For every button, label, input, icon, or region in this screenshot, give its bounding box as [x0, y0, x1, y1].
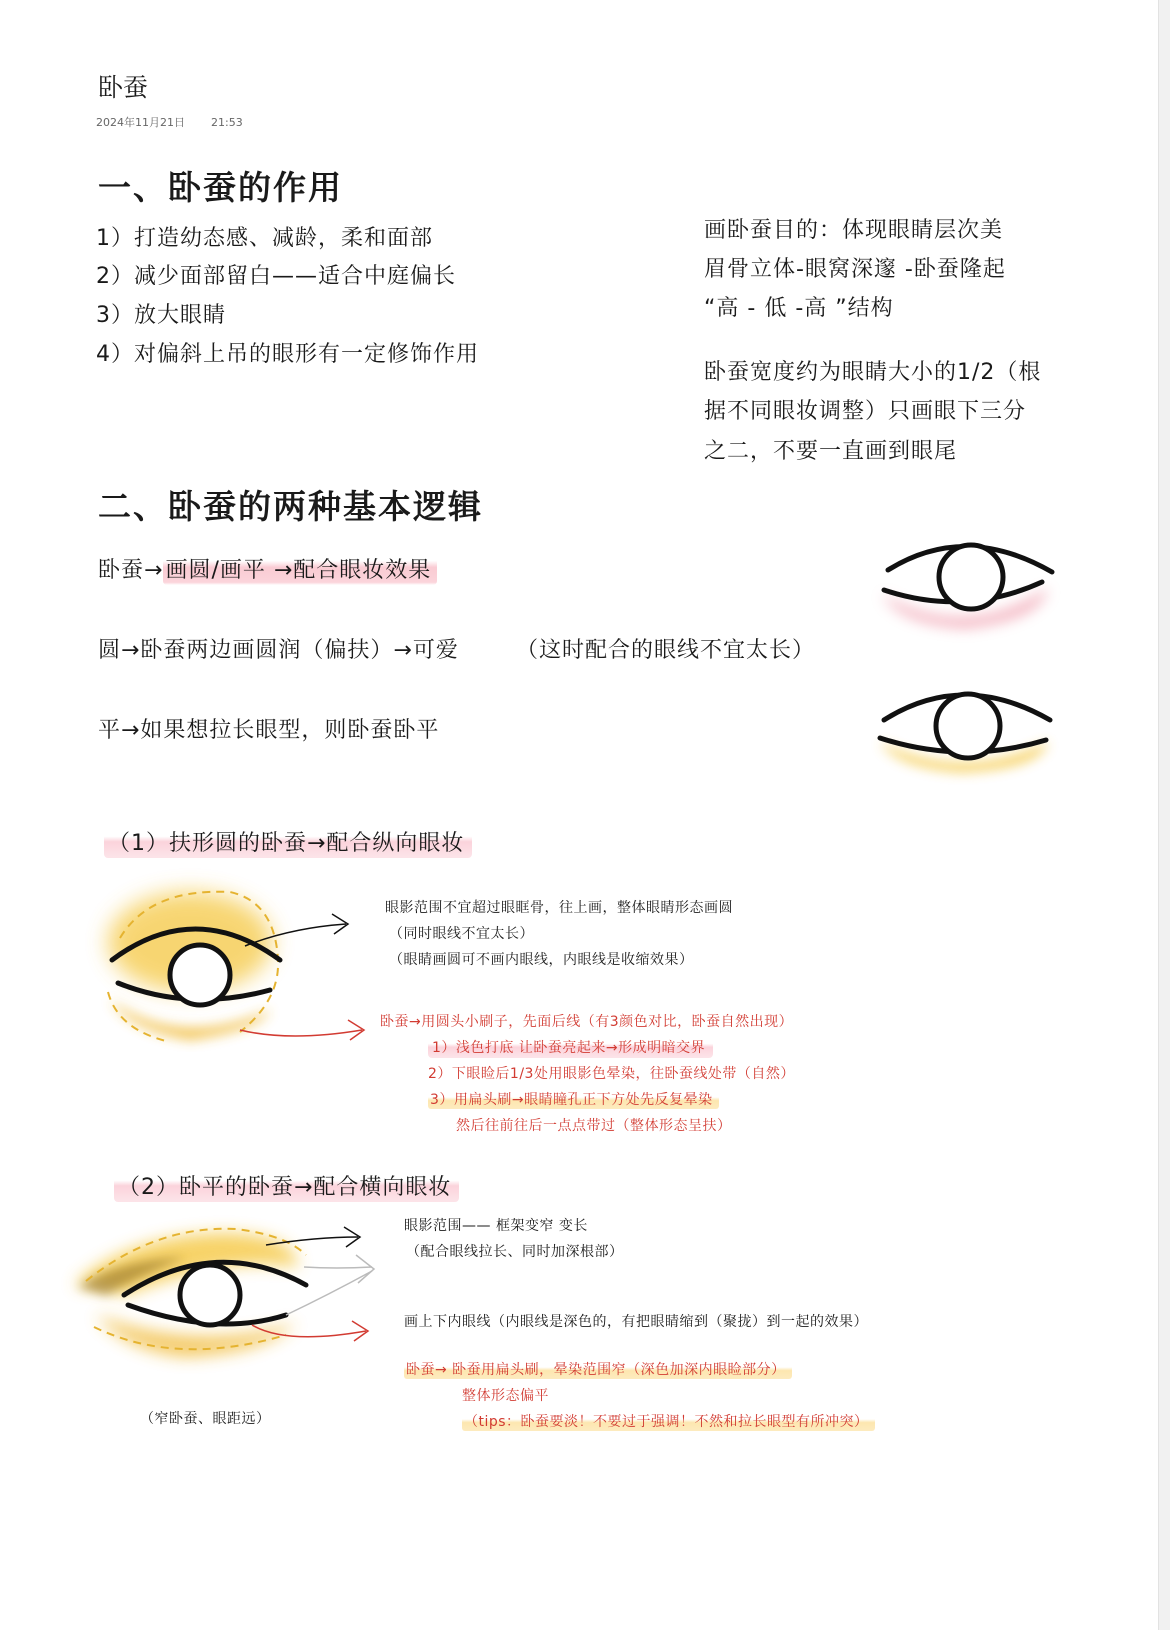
iris: [936, 694, 1000, 758]
part1-black-note: （眼睛画圆可不画内眼线，内眼线是收缩效果）: [389, 952, 694, 968]
part1-red-note: 2）下眼睑后1/3处用眼影色晕染，往卧蚕线处带（自然）: [428, 1066, 795, 1082]
part2-black-note: 眼影范围—— 框架变窄 变长: [404, 1218, 588, 1234]
part2-red-note: （tips：卧蚕要淡！不要过于强调！不然和拉长眼型有所冲突）: [462, 1411, 875, 1431]
part1-heading: [104, 826, 472, 857]
part2-caption: （窄卧蚕、眼距远）: [140, 1411, 271, 1427]
side-note-line: 卧蚕宽度约为眼睛大小的1/2（根: [704, 360, 1042, 385]
side-note-line: 眉骨立体-眼窝深邃 -卧蚕隆起: [704, 257, 1006, 282]
part2-heading: [114, 1170, 459, 1201]
part2-red-note: 整体形态偏平: [462, 1388, 549, 1404]
section2-heading: 二、卧蚕的两种基本逻辑: [98, 487, 483, 526]
flat-line: 平→如果想拉长眼型，则卧蚕卧平: [98, 718, 440, 743]
part1-red-note: 卧蚕→用圆头小刷子，先面后线（有3颜色对比，卧蚕自然出现）: [380, 1014, 794, 1030]
iris: [939, 545, 1003, 609]
round-note: （这时配合的眼线不宜太长）: [516, 638, 816, 663]
part2-eye-illustration: [66, 1215, 386, 1380]
logic-highlight: 画圆/画平 →配合眼妆效果: [163, 558, 437, 585]
part2-gray-note: 画上下内眼线（内眼线是深色的，有把眼睛缩到（聚拢）到一起的效果）: [404, 1314, 868, 1330]
part1-eye-illustration: [90, 880, 390, 1055]
round-line: 圆→卧蚕两边画圆润（偏扶）→可爱: [98, 638, 459, 663]
note-timestamp: [96, 114, 243, 130]
gray-arrow: [286, 1271, 372, 1315]
side-note-line: 画卧蚕目的：体现眼睛层次美: [704, 218, 1004, 243]
part2-heading-text: （2）卧平的卧蚕→配合横向眼妆: [114, 1175, 459, 1202]
side-note-line: 之二，不要一直画到眼尾: [704, 439, 958, 464]
section1-item: 1）打造幼态感、减龄，柔和面部: [96, 226, 433, 251]
part1-red-note: 1）浅色打底 让卧蚕亮起来→形成明暗交界: [428, 1037, 713, 1057]
note-title: 卧蚕: [98, 73, 149, 102]
side-note-line: 据不同眼妆调整）只画眼下三分: [704, 399, 1027, 424]
part1-heading-text: （1）扶形圆的卧蚕→配合纵向眼妆: [104, 831, 472, 858]
yellow-eyeshadow-lower: [110, 1000, 270, 1040]
section1-heading: 一、卧蚕的作用: [98, 168, 343, 207]
part2-red-note: 卧蚕→ 卧蚕用扁头刷，晕染范围窄（深色加深内眼睑部分）: [404, 1359, 792, 1379]
logic-prefix: 卧蚕→: [98, 558, 164, 583]
round-eye-illustration: [870, 532, 1060, 642]
part1-black-note: 眼影范围不宜超过眼眶骨，往上画，整体眼睛形态画圆: [385, 900, 733, 916]
part2-black-note: （配合眼线拉长、同时加深根部）: [406, 1244, 624, 1260]
section1-item: 2）减少面部留白——适合中庭偏长: [96, 264, 456, 289]
logic-line: [98, 553, 437, 584]
iris: [180, 1265, 240, 1325]
iris: [170, 945, 230, 1005]
note-time: 21:53: [211, 116, 243, 129]
gray-arrow: [304, 1267, 372, 1268]
red-arrow: [240, 1030, 362, 1036]
section1-item: 3）放大眼睛: [96, 303, 226, 328]
side-note-line: “高 - 低 -高 ”结构: [704, 296, 894, 321]
flat-eye-illustration: [868, 680, 1058, 790]
note-date: 2024年11月21日: [96, 116, 185, 129]
part1-red-note: 然后往前往后一点点带过（整体形态呈扶）: [456, 1118, 732, 1134]
part1-black-note: （同时眼线不宜太长）: [389, 926, 534, 942]
part1-red-note: 3）用扁头刷→眼睛瞳孔正下方处先反复晕染: [428, 1089, 719, 1109]
section1-item: 4）对偏斜上吊的眼形有一定修饰作用: [96, 342, 479, 367]
